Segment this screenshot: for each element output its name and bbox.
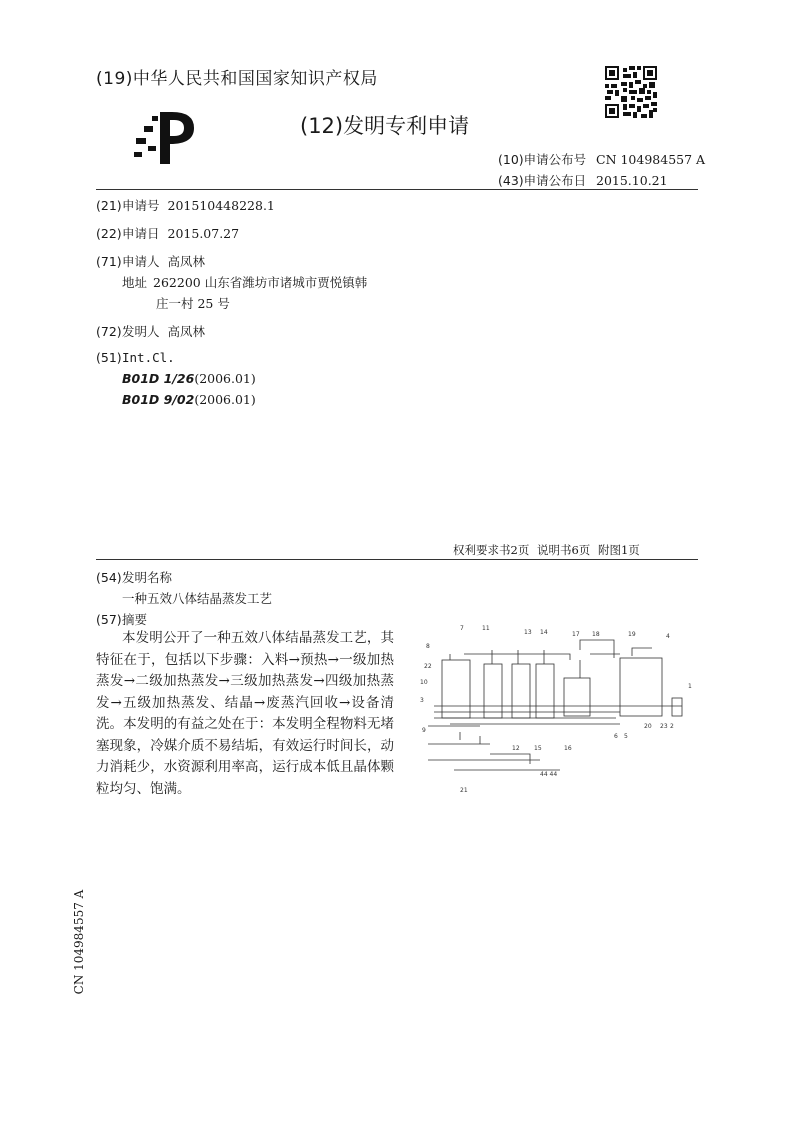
svg-text:8: 8	[426, 643, 430, 650]
diagram-labels	[420, 625, 692, 794]
ipc-class-2	[122, 392, 256, 407]
svg-text:17: 17	[572, 631, 580, 638]
field-value: 高凤林	[167, 254, 206, 269]
field-label: 地址	[122, 275, 148, 290]
field-code: (51)	[96, 350, 122, 365]
field-label: 摘要	[122, 612, 148, 627]
svg-text:12: 12	[512, 745, 520, 752]
pub-date-label: (43)申请公布日	[498, 173, 587, 188]
svg-text:5: 5	[624, 733, 628, 740]
svg-text:9: 9	[422, 727, 426, 734]
svg-text:16: 16	[564, 745, 572, 752]
field-code: (71)	[96, 254, 122, 269]
application-date-field	[96, 224, 239, 242]
svg-text:1: 1	[688, 683, 692, 690]
field-value: 2015.07.27	[167, 226, 240, 241]
field-label: 申请号	[122, 198, 160, 213]
field-label: 申请日	[122, 226, 160, 241]
cnipa-logo	[130, 108, 204, 166]
svg-text:6: 6	[614, 733, 618, 740]
address-line-1: 262200 山东省潍坊市诸城市贾悦镇韩	[153, 275, 368, 290]
pub-number-label: (10)申请公布号	[498, 152, 587, 167]
field-code: (72)	[96, 324, 122, 339]
process-diagram	[420, 620, 694, 800]
ipc-version: (2006.01)	[194, 392, 256, 407]
svg-text:2: 2	[670, 723, 674, 730]
ipc-class-1	[122, 371, 256, 386]
inventor-field	[96, 322, 205, 340]
evaporator-units	[442, 658, 682, 718]
pages-info: 权利要求书2页 说明书6页 附图1页	[453, 543, 640, 557]
qr-code-icon	[605, 66, 657, 118]
svg-text:4: 4	[666, 633, 670, 640]
pub-date: 2015.10.21	[596, 173, 668, 188]
svg-text:21: 21	[460, 787, 468, 794]
svg-text:23: 23	[660, 723, 668, 730]
title-heading	[96, 568, 180, 586]
pub-number: CN 104984557 A	[596, 152, 706, 167]
field-label: Int.Cl.	[122, 350, 175, 365]
ipc-code: B01D 9/02	[122, 392, 195, 407]
field-code: (22)	[96, 226, 122, 241]
side-publication-number	[64, 890, 94, 1000]
field-code: (57)	[96, 612, 122, 627]
invention-title: 一种五效八体结晶蒸发工艺	[122, 591, 273, 606]
address-line-2-row	[156, 294, 230, 312]
pub-date-row	[498, 171, 668, 189]
abstract-text: 本发明公开了一种五效八体结晶蒸发工艺，其特征在于，包括以下步骤：入料→预热→一级加热蒸发→二级加热蒸发→三级加热蒸发→四级加热蒸发→五级加热蒸发、结晶→废蒸汽回收→设备清洗。本发明的有益之处在于：本发明全程物料无堵塞现象，冷媒介质不易结垢，有效运行时间长，动力消耗少，水资源利用率高，运行成本低且晶体颗粒均匀、饱满。	[96, 630, 394, 797]
field-label: 发明名称	[122, 570, 173, 585]
pages-divider	[96, 559, 698, 560]
abstract-heading	[96, 610, 155, 628]
svg-text:10: 10	[420, 679, 428, 686]
svg-text:15: 15	[534, 745, 542, 752]
svg-text:7: 7	[460, 625, 464, 632]
svg-text:13: 13	[524, 629, 532, 636]
field-code: (54)	[96, 570, 122, 585]
pub-number-row	[498, 150, 705, 168]
applicant-field	[96, 252, 205, 270]
field-value: 201510448228.1	[167, 198, 275, 213]
svg-text:22: 22	[424, 663, 432, 670]
svg-text:20: 20	[644, 723, 652, 730]
svg-text:19: 19	[628, 631, 636, 638]
address-field	[122, 273, 367, 291]
ipc-version: (2006.01)	[194, 371, 256, 386]
field-label: 申请人	[122, 254, 160, 269]
svg-text:44 44: 44 44	[540, 771, 558, 778]
field-code: (21)	[96, 198, 122, 213]
header-divider	[96, 189, 698, 190]
application-number-field	[96, 196, 275, 214]
field-value: 高凤林	[167, 324, 206, 339]
field-label: 发明人	[122, 324, 160, 339]
svg-text:11: 11	[482, 625, 490, 632]
office-name: (19)中华人民共和国国家知识产权局	[96, 69, 378, 89]
ipc-code: B01D 1/26	[122, 371, 195, 386]
address-line-2: 庄一村 25 号	[156, 296, 230, 311]
pipelines	[428, 640, 682, 770]
svg-text:14: 14	[540, 629, 548, 636]
int-cl-field	[96, 350, 183, 365]
side-text: CN 104984557 A	[72, 889, 86, 995]
svg-text:18: 18	[592, 631, 600, 638]
document-type: (12)发明专利申请	[300, 114, 470, 138]
svg-text:3: 3	[420, 697, 424, 704]
